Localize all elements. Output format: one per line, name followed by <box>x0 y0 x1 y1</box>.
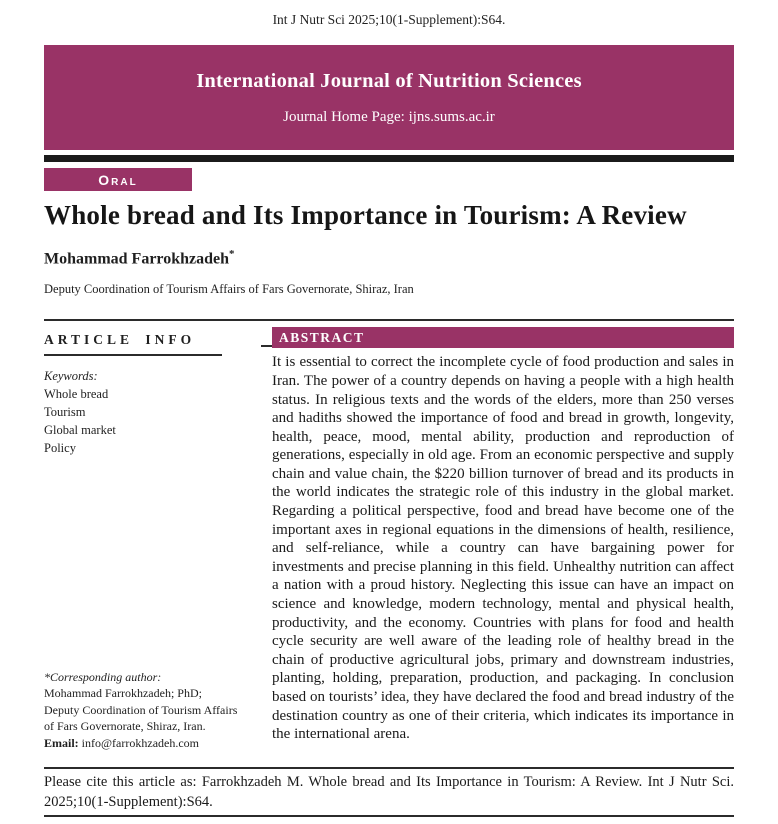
abstract-heading: ABSTRACT <box>272 327 734 348</box>
corresponding-author-label: *Corresponding author: <box>44 669 162 684</box>
page-header-citation: Int J Nutr Sci 2025;10(1-Supplement):S64. <box>272 12 506 27</box>
horizontal-rule-top <box>44 319 734 321</box>
author-asterisk: * <box>229 248 235 260</box>
article-info-top <box>44 327 258 457</box>
keyword-item: Global market <box>44 423 116 438</box>
author-affiliation: Deputy Coordination of Tourism Affairs of Fars Governorate, Shiraz, Iran <box>44 282 414 297</box>
keywords-block <box>44 368 258 457</box>
corresponding-author-affiliation-1: Deputy Coordination of Tourism Affairs <box>44 702 238 717</box>
abstract-text: It is essential to correct the incomplete cycle of food production and sales in Iran. The power of a country depends on having a people with a high health status. In religious texts and the words of the elders, more than 250 verses and hadiths showed the importance of food and bread in growth, longevity, health, peace, mood, mental ability, production and reproduction of generations, especially in old age. From an economic perspective and supply chain and value chain, the $220 billion turnover of bread and its products in the world indicates the strategic role of this industry in the global market. Regarding a political perspective, food and bread have become one of the important axes in regional equations in the dimensions of health, resilience, and self-reliance, while a country can have bargaining power for investments and precise planning in this field. Unhealthy nutrition can affect a nation with a proud history. Neglecting this issue can have an impact on science and knowledge, modern technology, mental and physical health, productivity, and the economy. Countries with plans for food and health cycle security are well aware of the leading role of healthy bread in the chain of productive agricultural jobs, primary and downstream industries, planting, holding, preparation, production, and packaging. In conclusion based on tourists’ idea, they have declared the food and bread industry of the destination country as one of their criteria, which indicates its importance in the international arena. <box>272 354 734 743</box>
article-title: Whole bread and Its Importance in Tourism: A Review <box>44 200 687 230</box>
keywords-label: Keywords: <box>44 369 98 384</box>
article-info-heading: ARTICLE INFO <box>44 327 222 356</box>
corresponding-author-affiliation-2: of Fars Governorate, Shiraz, Iran. <box>44 719 206 734</box>
journal-home-line <box>44 109 734 126</box>
email-label: Email: <box>44 735 79 750</box>
keyword-item: Whole bread <box>44 387 109 402</box>
article-info-column <box>44 327 258 761</box>
journal-banner <box>44 45 734 150</box>
horizontal-rule-mid <box>44 767 734 769</box>
keyword-item: Tourism <box>44 405 86 420</box>
corresponding-author-block <box>44 669 258 752</box>
email-address[interactable]: info@farrokhzadeh.com <box>78 735 200 750</box>
horizontal-rule-bottom <box>44 815 734 817</box>
footer-citation <box>44 773 734 812</box>
journal-home-label: Journal Home Page: <box>283 108 409 125</box>
footer-citation-line2: 2025;10(1-Supplement):S64. <box>44 793 213 810</box>
content-columns <box>44 327 734 761</box>
author-line <box>44 245 734 268</box>
corresponding-author-name: Mohammad Farrokhzadeh; PhD; <box>44 686 202 701</box>
article-type-badge: Oral <box>44 168 192 191</box>
author-name: Mohammad Farrokhzadeh <box>44 250 230 268</box>
journal-home-url[interactable]: ijns.sums.ac.ir <box>408 108 495 125</box>
footer-citation-line1: Please cite this article as: Farrokhzadeh M. Whole bread and Its Importance in Tourism: A Review. Int J Nutr Sci. <box>44 774 734 791</box>
keyword-item: Policy <box>44 441 76 456</box>
abstract-column <box>272 327 734 761</box>
corresponding-author-email-line <box>44 735 258 752</box>
divider-bar <box>44 155 734 162</box>
journal-title: International Journal of Nutrition Sciences <box>196 69 582 92</box>
